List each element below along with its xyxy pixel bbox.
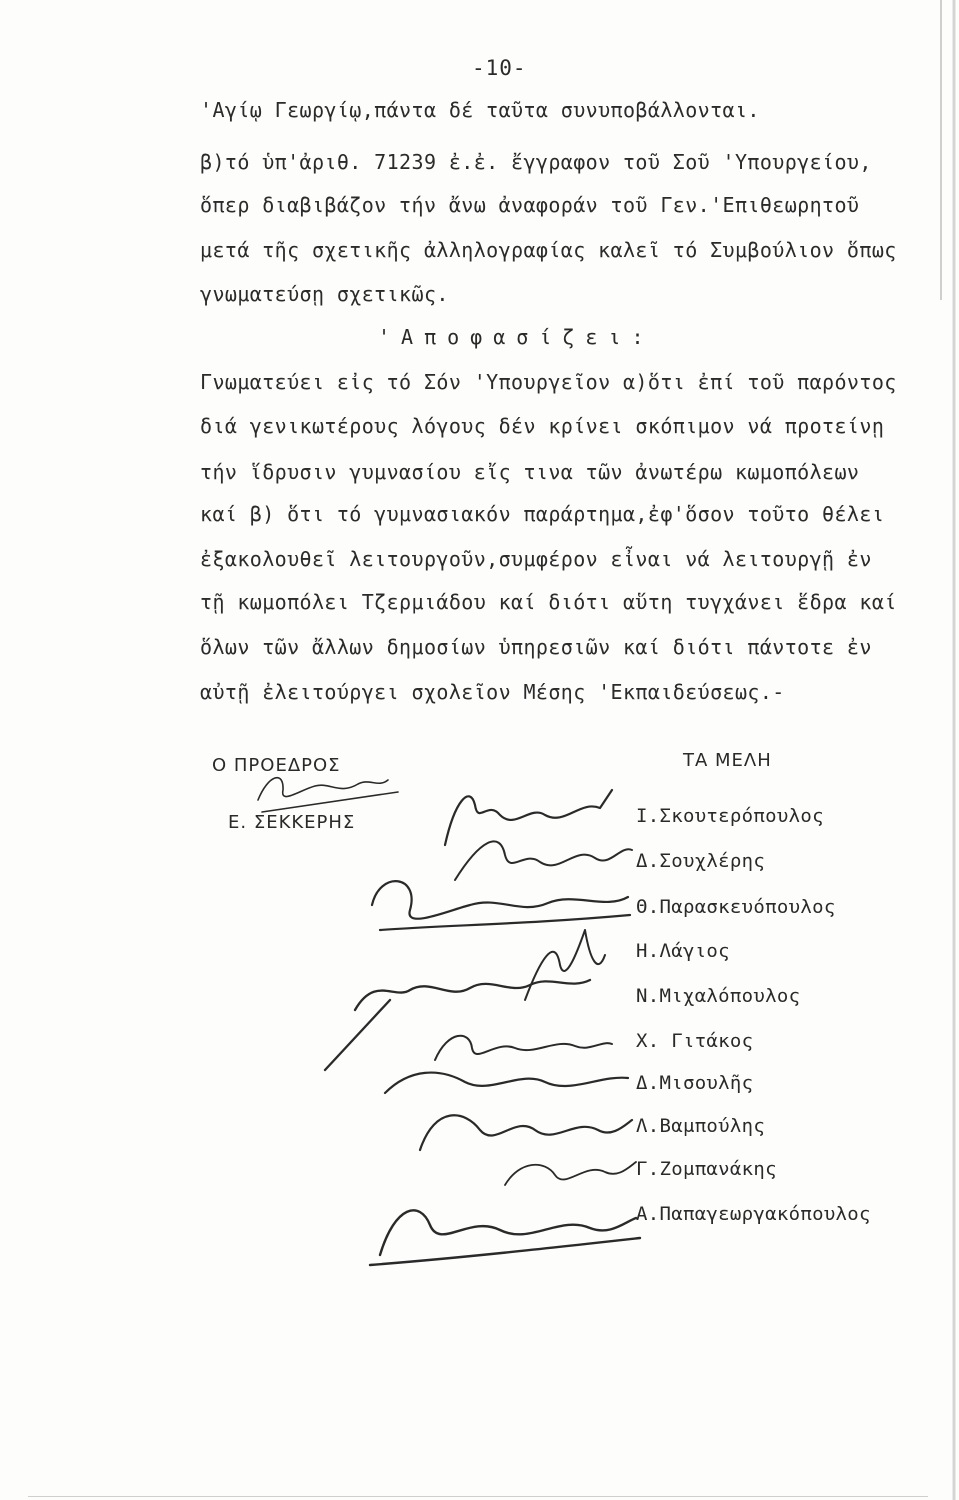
body-line: μετά τῆς σχετικῆς ἀλληλογραφίας καλεῖ τό Συμβούλιον ὅπως	[200, 238, 897, 262]
member-name: Η.Λάγιος	[636, 940, 730, 962]
member-signature	[325, 980, 590, 1070]
member-signature	[385, 1073, 628, 1093]
member-name: Ι.Σκουτερόπουλος	[636, 805, 824, 827]
members-title: ΤΑ ΜΕΛΗ	[683, 750, 772, 771]
member-name: Δ.Μισουλῆς	[636, 1072, 754, 1094]
member-signature	[372, 881, 630, 930]
scan-edge-shadow	[952, 0, 956, 1500]
scan-artifact	[28, 1496, 928, 1497]
decision-line: τήν ἵδρυσιν γυμνασίου εἴς τινα τῶν ἀνωτέρω κωμοπόλεων	[200, 460, 860, 484]
member-signature	[525, 930, 605, 1000]
member-signature	[505, 1162, 636, 1185]
decision-heading: 'Αποφασίζει:	[378, 325, 655, 349]
page-number: -10-	[472, 56, 527, 80]
member-signature	[455, 841, 632, 880]
decision-line: Γνωματεύει εἰς τό Σόν 'Υπουργεῖον α)ὅτι ἐπί τοῦ παρόντος	[200, 370, 897, 394]
decision-line: αὐτῇ ἐλειτούργει σχολεῖον Μέσης 'Εκπαιδεύσεως.-	[200, 680, 785, 704]
member-signature	[445, 790, 612, 845]
decision-line: ὅλων τῶν ἄλλων δημοσίων ὑπηρεσιῶν καί διότι πάντοτε ἐν	[200, 635, 872, 659]
president-title: Ο ΠΡΟΕΔΡΟΣ	[212, 755, 341, 776]
member-name: Λ.Βαμπούλης	[636, 1115, 766, 1137]
decision-line: ἐξακολουθεῖ λειτουργοῦν,συμφέρον εἶναι νά λειτουργῇ ἐν	[200, 547, 872, 571]
president-signature	[258, 778, 398, 812]
member-name: Δ.Σουχλέρης	[636, 850, 766, 872]
member-name: Ν.Μιχαλόπουλος	[636, 985, 801, 1007]
body-line: 'Αγίῳ Γεωργίῳ,πάντα δέ ταῦτα συνυποβάλλονται.	[200, 98, 760, 122]
member-signature	[435, 1036, 612, 1060]
president-name: Ε. ΣΕΚΚΕΡΗΣ	[228, 812, 356, 833]
body-line: ὅπερ διαβιβάζον τήν ἄνω ἀναφοράν τοῦ Γεν.'Επιθεωρητοῦ	[200, 193, 860, 217]
member-name: Α.Παπαγεωργακόπουλος	[636, 1203, 871, 1225]
body-line: β)τό ὑπ'ἀριθ. 71239 ἐ.ἐ. ἔγγραφον τοῦ Σοῦ 'Υπουργείου,	[200, 150, 872, 174]
member-name: Θ.Παρασκευόπουλος	[636, 896, 836, 918]
member-signature	[370, 1210, 640, 1265]
decision-line: καί β) ὅτι τό γυμνασιακόν παράρτημα,ἐφ'ὅσον τοῦτο θέλει	[200, 502, 885, 526]
member-signature	[420, 1115, 632, 1150]
member-name: Γ.Ζομπανάκης	[636, 1158, 777, 1180]
body-line: γνωματεύσῃ σχετικῶς.	[200, 282, 449, 306]
decision-line: τῇ κωμοπόλει Τζερμιάδου καί διότι αὕτη τυγχάνει ἕδρα καί	[200, 590, 897, 614]
decision-line: διά γενικωτέρους λόγους δέν κρίνει σκόπιμον νά προτείνῃ	[200, 414, 885, 438]
member-name: Χ. Γιτάκος	[636, 1030, 754, 1052]
scan-artifact	[940, 0, 942, 300]
